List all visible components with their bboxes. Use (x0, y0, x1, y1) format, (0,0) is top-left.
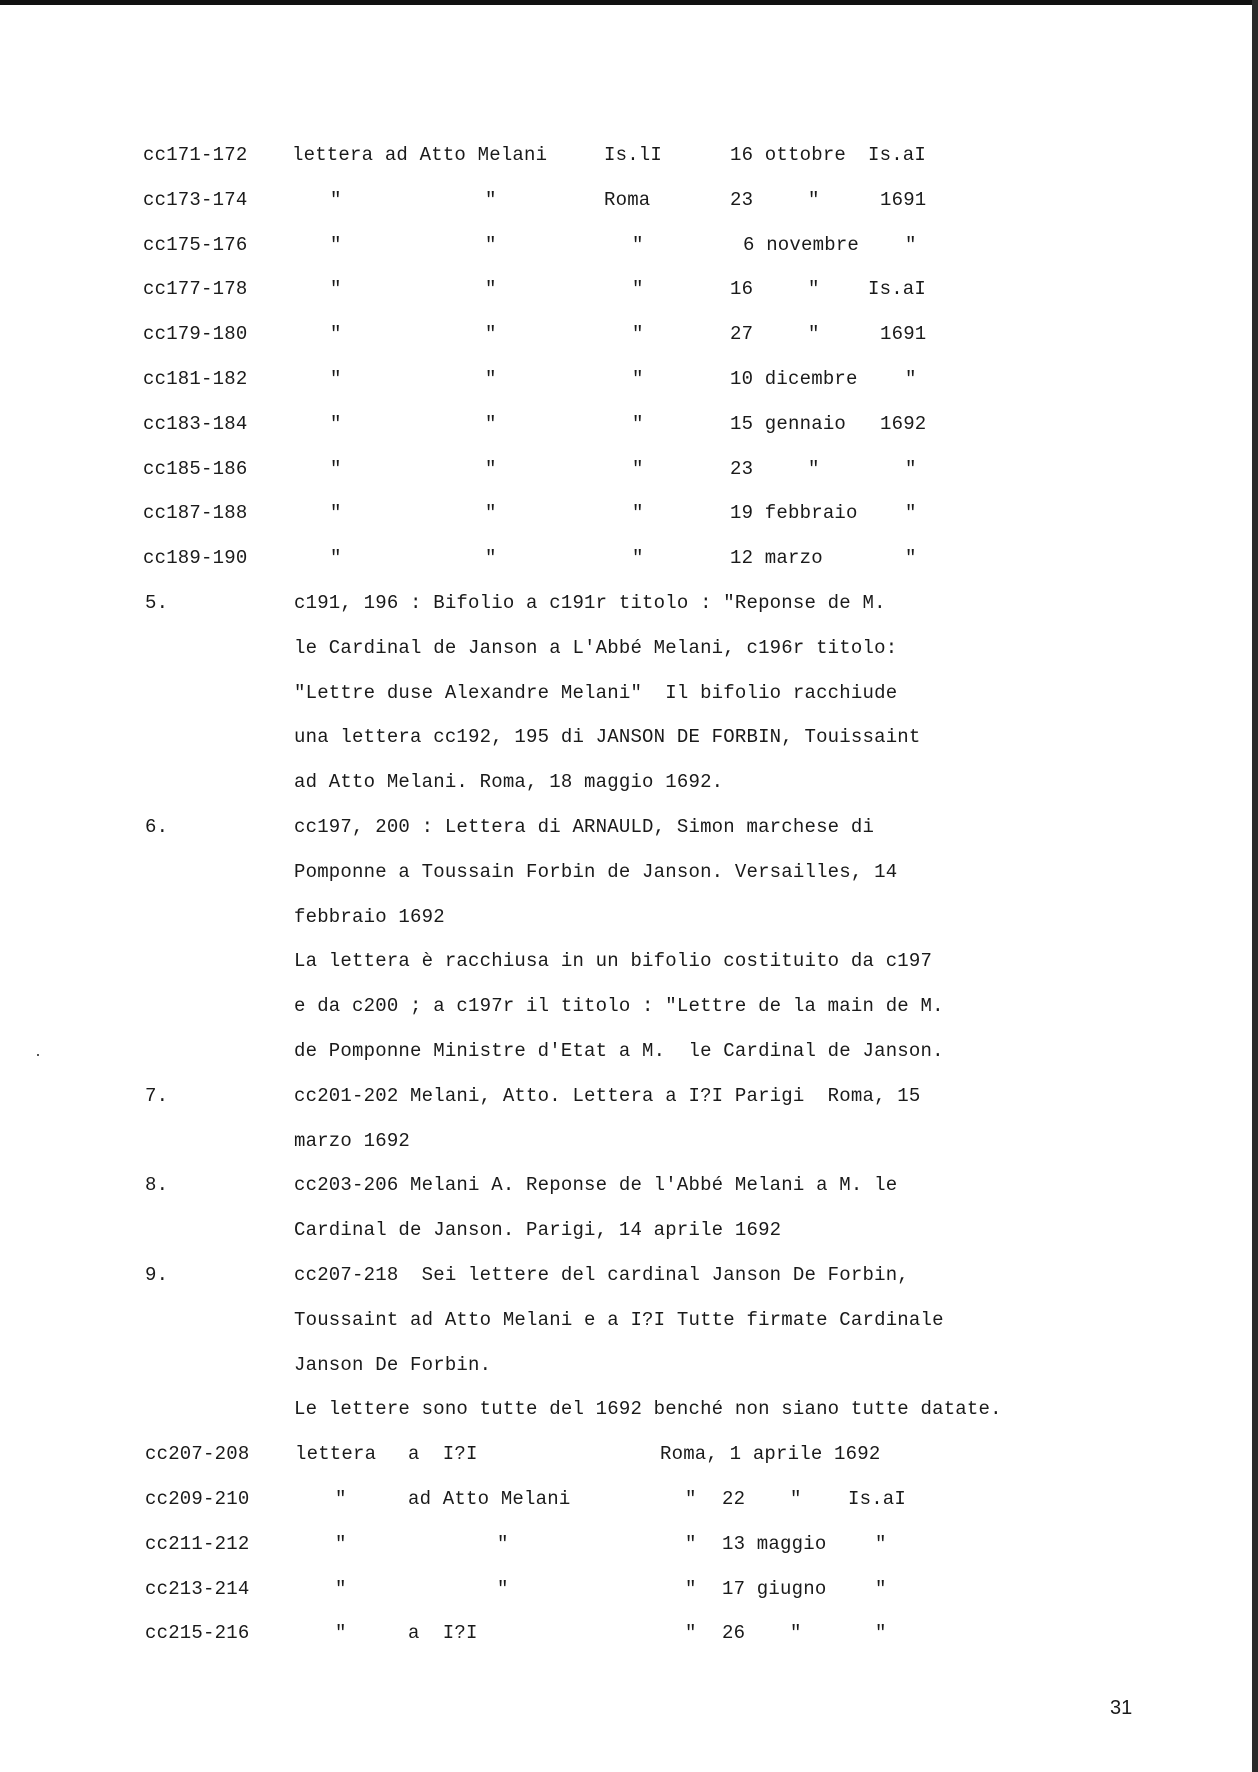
date-cell: 26 (722, 1622, 746, 1645)
ditto-mark: " (330, 368, 342, 390)
entry-number: 8. (145, 1174, 169, 1197)
entry-text: e da c200 ; a c197r il titolo : "Lettre de la main de M. (294, 995, 944, 1018)
ditto-mark: " (330, 412, 342, 435)
ditto-mark: " (485, 368, 497, 390)
recipient-cell: a I?I (408, 1622, 478, 1645)
place-cell: " (632, 323, 644, 346)
entry-text: cc197, 200 : Lettera di ARNAULD, Simon marchese di (294, 816, 875, 838)
ditto-mark: " (485, 412, 497, 435)
date-cell: 13 maggio (722, 1532, 827, 1555)
entry-text: Cardinal de Janson. Parigi, 14 aprile 1692 (294, 1219, 782, 1242)
ditto-mark: " (485, 188, 497, 211)
ditto-mark: " (808, 457, 820, 480)
folio-ref: cc175-176 (143, 233, 248, 256)
folio-ref: cc209-210 (145, 1488, 250, 1510)
folio-ref: cc171-172 (143, 144, 248, 166)
year-cell: " (905, 368, 917, 390)
recipient-cell: ad Atto Melani (408, 1488, 571, 1510)
entry-text: marzo 1692 (294, 1129, 411, 1152)
entry-text: de Pomponne Ministre d'Etat a M. le Cardinal de Janson. (294, 1040, 944, 1062)
folio-ref: cc183-184 (143, 412, 248, 435)
year-cell: 1692 (880, 412, 927, 435)
entry-text: Toussaint ad Atto Melani e a I?I Tutte firmate Cardinale (294, 1308, 944, 1331)
ditto-mark: " (808, 188, 820, 211)
ditto-mark: " (485, 502, 497, 525)
date-cell: 22 (722, 1488, 746, 1510)
entry-text: le Cardinal de Janson a L'Abbé Melani, c196r titolo: (294, 636, 898, 659)
year-cell: Is.aI (848, 1488, 907, 1510)
ditto-mark: " (685, 1488, 697, 1510)
ditto-mark: " (330, 457, 342, 480)
ditto-mark: " (335, 1488, 347, 1510)
date-cell: 6 novembre (743, 233, 860, 256)
entry-text: Janson De Forbin. (294, 1353, 492, 1376)
ditto-mark: " (790, 1622, 802, 1645)
date-cell: 17 giugno (722, 1577, 827, 1600)
year-cell: " (875, 1532, 887, 1555)
ditto-mark: " (335, 1577, 347, 1600)
entry-number: 6. (145, 816, 169, 838)
ditto-mark: " (335, 1622, 347, 1645)
date-cell: 15 gennaio (730, 412, 847, 435)
description-cell: lettera ad Atto Melani (292, 144, 548, 166)
date-cell: 23 (730, 188, 754, 211)
place-cell: " (632, 502, 644, 525)
ditto-mark: " (497, 1577, 509, 1600)
date-cell: 10 dicembre (730, 368, 858, 390)
ditto-mark: " (808, 323, 820, 346)
place-cell: " (632, 368, 644, 390)
ditto-mark: " (330, 547, 342, 570)
entry-text: ad Atto Melani. Roma, 18 maggio 1692. (294, 771, 724, 794)
entry-text: La lettera è racchiusa in un bifolio costituito da c197 (294, 950, 933, 973)
folio-ref: cc177-178 (143, 278, 248, 301)
year-cell: 1691 (880, 188, 927, 211)
year-cell: " (875, 1622, 887, 1645)
ditto-mark: " (485, 547, 497, 570)
place-cell: " (632, 547, 644, 570)
entry-text: cc203-206 Melani A. Reponse de l'Abbé Melani a M. le (294, 1174, 898, 1197)
folio-ref: cc215-216 (145, 1622, 250, 1645)
folio-ref: cc189-190 (143, 547, 248, 570)
date-cell: 16 (730, 278, 754, 301)
ditto-mark: " (330, 502, 342, 525)
scan-right-border (1252, 0, 1258, 1772)
folio-ref: cc181-182 (143, 368, 248, 390)
entry-text: Pomponne a Toussain Forbin de Janson. Versailles, 14 (294, 860, 898, 883)
place-cell: " (632, 457, 644, 480)
year-cell: " (905, 233, 917, 256)
entry-text: febbraio 1692 (294, 905, 445, 928)
date-cell: 16 ottobre (730, 144, 847, 166)
ditto-mark: " (330, 278, 342, 301)
place-cell: " (632, 412, 644, 435)
place-cell: Is.lI (604, 144, 663, 166)
ditto-mark: " (485, 323, 497, 346)
folio-ref: cc187-188 (143, 502, 248, 525)
ditto-mark: " (335, 1532, 347, 1555)
ditto-mark: " (685, 1532, 697, 1555)
ditto-mark: " (790, 1488, 802, 1510)
entry-text: c191, 196 : Bifolio a c191r titolo : "Reponse de M. (294, 592, 886, 614)
folio-ref: cc179-180 (143, 323, 248, 346)
date-cell: 27 (730, 323, 754, 346)
entry-text: cc207-218 Sei lettere del cardinal Janson De Forbin, (294, 1264, 909, 1286)
place-cell: " (632, 233, 644, 256)
year-cell: Is.aI (868, 144, 927, 166)
page-number: 31 (1110, 1697, 1133, 1719)
year-cell: " (905, 547, 917, 570)
ditto-mark: " (685, 1622, 697, 1645)
year-cell: 1691 (880, 323, 927, 346)
entry-text: Le lettere sono tutte del 1692 benché non siano tutte datate. (294, 1398, 1002, 1421)
folio-ref: cc185-186 (143, 457, 248, 480)
ditto-mark: " (485, 233, 497, 256)
year-cell: " (905, 457, 917, 480)
folio-ref: cc211-212 (145, 1532, 250, 1555)
scan-top-border (0, 0, 1258, 5)
recipient-cell: a I?I (408, 1443, 478, 1466)
folio-ref: cc207-208 (145, 1443, 250, 1466)
entry-number: 9. (145, 1264, 169, 1286)
date-cell: 19 febbraio (730, 502, 858, 525)
entry-text: cc201-202 Melani, Atto. Lettera a I?I Parigi Roma, 15 (294, 1084, 921, 1107)
folio-ref: cc213-214 (145, 1577, 250, 1600)
place-cell: Roma (604, 188, 651, 211)
entry-text: una lettera cc192, 195 di JANSON DE FORBIN, Touissaint (294, 726, 921, 749)
date-cell: 23 (730, 457, 754, 480)
ditto-mark: " (808, 278, 820, 301)
place-cell: " (632, 278, 644, 301)
folio-ref: cc173-174 (143, 188, 248, 211)
entry-number: 5. (145, 592, 169, 614)
year-cell: Is.aI (868, 278, 927, 301)
entry-text: "Lettre duse Alexandre Melani" Il bifolio racchiude (294, 681, 898, 704)
description-cell: lettera (295, 1443, 377, 1466)
ditto-mark: " (330, 233, 342, 256)
ditto-mark: " (497, 1532, 509, 1555)
ditto-mark: " (330, 188, 342, 211)
ditto-mark: " (685, 1577, 697, 1600)
year-cell: " (905, 502, 917, 525)
ditto-mark: " (485, 457, 497, 480)
place-date-cell: Roma, 1 aprile 1692 (660, 1443, 881, 1466)
entry-number: 7. (145, 1084, 169, 1107)
ditto-mark: " (485, 278, 497, 301)
ditto-mark: " (330, 323, 342, 346)
date-cell: 12 marzo (730, 547, 823, 570)
scan-speck (37, 1054, 39, 1056)
year-cell: " (875, 1577, 887, 1600)
